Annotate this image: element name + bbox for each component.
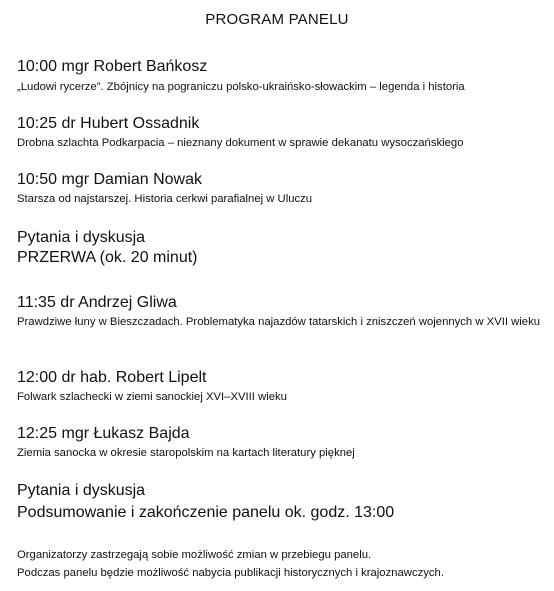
discussion-label-2: Pytania i dyskusja [17, 482, 146, 499]
organizer-note-1: Organizatorzy zastrzegają sobie możliwość zmian w przebiegu panelu. [17, 549, 372, 561]
session-heading-5: 12:00 dr hab. Robert Lipelt [17, 369, 207, 386]
session-description-2: Drobna szlachta Podkarpacia – nieznany dokument w sprawie dekanatu wysoczańskiego [17, 137, 464, 149]
break-label: PRZERWA (ok. 20 minut) [17, 249, 198, 266]
session-description-5: Folwark szlachecki w ziemi sanockiej XVI–XVIII wieku [17, 391, 287, 403]
session-description-1: „Ludowi rycerze”. Zbójnicy na pograniczu polsko-ukraińsko-słowackim – legenda i historia [17, 81, 465, 93]
organizer-note-2: Podczas panelu będzie możliwość nabycia publikacji historycznych i krajoznawczych. [17, 567, 444, 579]
session-heading-2: 10:25 dr Hubert Ossadnik [17, 115, 200, 132]
session-heading-6: 12:25 mgr Łukasz Bajda [17, 425, 190, 442]
session-heading-1: 10:00 mgr Robert Bańkosz [17, 58, 208, 75]
session-description-6: Ziemia sanocka w okresie staropolskim na kartach literatury pięknej [17, 447, 355, 459]
session-heading-4: 11:35 dr Andrzej Gliwa [17, 294, 177, 311]
document-title: PROGRAM PANELU [205, 11, 349, 28]
session-description-4: Prawdziwe łuny w Bieszczadach. Problematyka najazdów tatarskich i zniszczeń wojennych w XVII wieku [17, 316, 541, 328]
discussion-label-1: Pytania i dyskusja [17, 229, 146, 246]
session-description-3: Starsza od najstarszej. Historia cerkwi parafialnej w Uluczu [17, 193, 313, 205]
session-heading-3: 10:50 mgr Damian Nowak [17, 171, 202, 188]
closing-summary: Podsumowanie i zakończenie panelu ok. godz. 13:00 [17, 504, 395, 521]
